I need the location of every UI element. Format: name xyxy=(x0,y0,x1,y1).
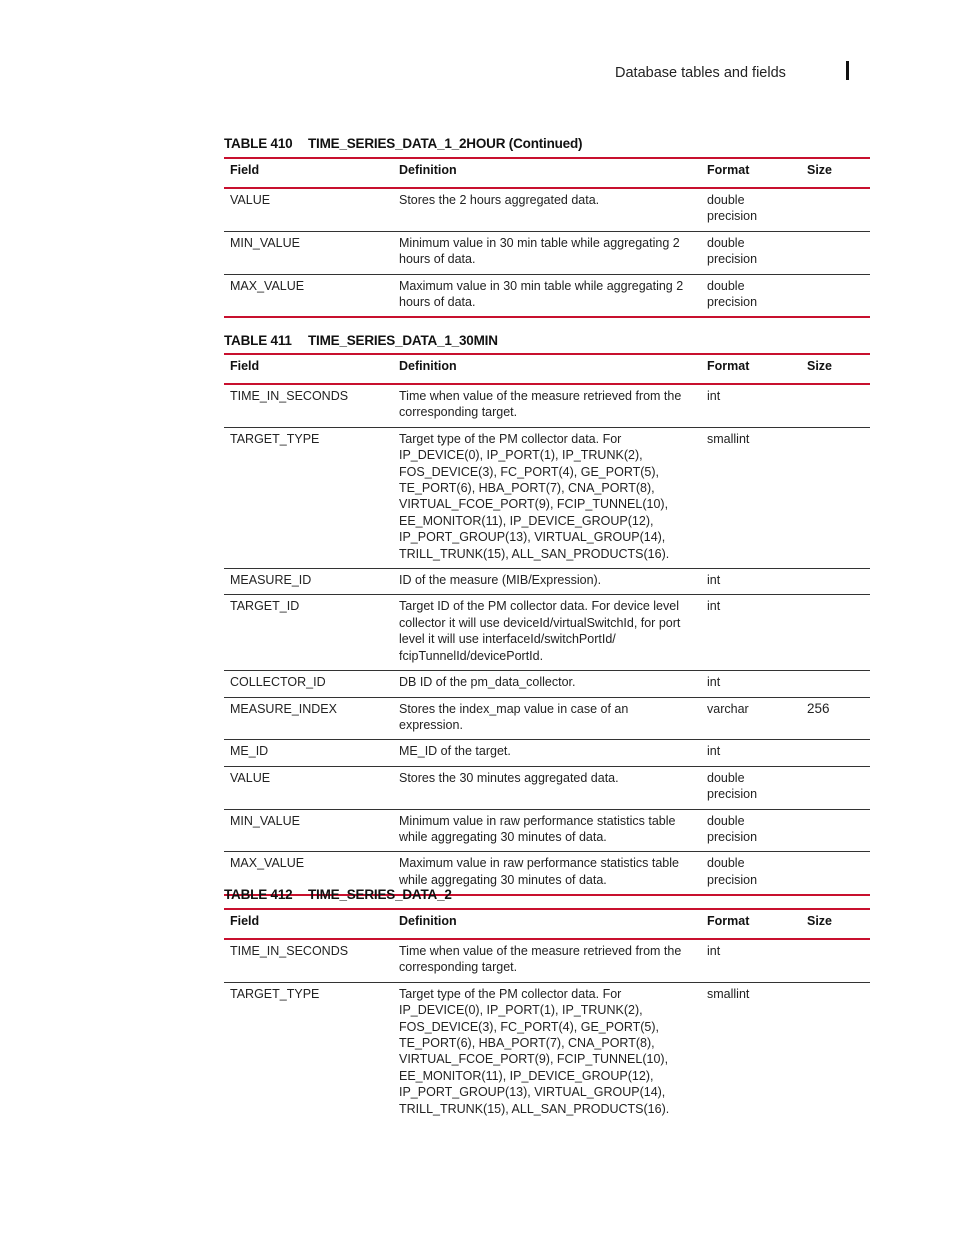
size-cell xyxy=(801,809,870,852)
size-cell xyxy=(801,274,870,317)
table-row xyxy=(224,569,870,595)
format-cell: int xyxy=(701,595,801,671)
definition-cell: ID of the measure (MIB/Expression). xyxy=(393,569,701,595)
size-cell xyxy=(801,188,870,231)
size-cell xyxy=(801,852,870,895)
table-name: TIME_SERIES_DATA_2 xyxy=(308,887,452,902)
field-cell: MEASURE_INDEX xyxy=(224,697,393,740)
column-header-field: Field xyxy=(224,354,393,384)
table-412-caption xyxy=(224,887,452,902)
field-cell: MIN_VALUE xyxy=(224,231,393,274)
size-cell xyxy=(801,384,870,427)
column-header-definition: Definition xyxy=(393,354,701,384)
size-cell xyxy=(801,231,870,274)
table-name: TIME_SERIES_DATA_1_2HOUR (Continued) xyxy=(308,136,583,151)
format-cell: double precision xyxy=(707,856,758,887)
table-row xyxy=(224,274,870,317)
column-header-format: Format xyxy=(701,909,801,939)
field-cell: MAX_VALUE xyxy=(230,278,305,293)
field-cell: TIME_IN_SECONDS xyxy=(224,384,393,427)
definition-cell: Stores the 2 hours aggregated data. xyxy=(393,188,701,231)
field-cell: VALUE xyxy=(224,188,393,231)
table-row xyxy=(224,231,870,274)
table-row xyxy=(224,740,870,766)
table-header-row xyxy=(224,158,870,188)
table-412 xyxy=(224,908,870,1123)
format-cell: smallint xyxy=(701,427,801,568)
format-cell: int xyxy=(701,740,801,766)
page-header-title: Database tables and fields xyxy=(615,65,786,81)
definition-cell: Minimum value in 30 min table while aggregating 2 hours of data. xyxy=(393,231,701,274)
format-cell: double precision xyxy=(701,231,801,274)
definition-cell: Target ID of the PM collector data. For device level collector it will use deviceId/virtualSwitchId, for port level it will use interfaceId/switchPortId/ fcipTunnelId/devicePortId. xyxy=(393,595,701,671)
table-row xyxy=(224,939,870,982)
column-header-field: Field xyxy=(224,909,393,939)
table-number: TABLE 412 xyxy=(224,887,293,902)
table-number: TABLE 411 xyxy=(224,333,292,348)
column-header-size: Size xyxy=(801,354,870,384)
table-row xyxy=(224,697,870,740)
definition-cell: Stores the 30 minutes aggregated data. xyxy=(393,766,701,809)
format-cell: double precision xyxy=(707,278,758,310)
table-411 xyxy=(224,353,870,896)
format-cell: int xyxy=(701,384,801,427)
table-410-caption xyxy=(224,136,582,151)
table-410 xyxy=(224,157,870,318)
field-cell: COLLECTOR_ID xyxy=(224,671,393,697)
definition-cell: Stores the index_map value in case of an expression. xyxy=(393,697,701,740)
format-cell: double precision xyxy=(701,188,801,231)
column-header-size: Size xyxy=(801,158,870,188)
table-header-row xyxy=(224,354,870,384)
table-row xyxy=(224,595,870,671)
column-header-definition: Definition xyxy=(393,158,701,188)
format-cell: double precision xyxy=(701,809,801,852)
definition-cell: Maximum value in raw performance statistics table while aggregating 30 minutes of data. xyxy=(399,856,679,887)
field-cell: MIN_VALUE xyxy=(224,809,393,852)
column-header-format: Format xyxy=(701,158,801,188)
table-body xyxy=(224,188,870,317)
table-row xyxy=(224,982,870,1123)
column-header-format: Format xyxy=(701,354,801,384)
table-row xyxy=(224,427,870,568)
definition-cell: Time when value of the measure retrieved from the corresponding target. xyxy=(393,939,701,982)
size-cell xyxy=(801,766,870,809)
field-cell: VALUE xyxy=(224,766,393,809)
field-cell: MEASURE_ID xyxy=(224,569,393,595)
size-cell xyxy=(801,569,870,595)
field-cell: TARGET_ID xyxy=(224,595,393,671)
size-cell xyxy=(801,740,870,766)
format-cell: int xyxy=(701,569,801,595)
definition-cell: Time when value of the measure retrieved from the corresponding target. xyxy=(393,384,701,427)
table-411-caption xyxy=(224,333,498,348)
table-row xyxy=(224,671,870,697)
field-cell: ME_ID xyxy=(224,740,393,766)
field-cell: MAX_VALUE xyxy=(230,856,305,871)
format-cell: smallint xyxy=(707,986,750,1001)
field-cell: TIME_IN_SECONDS xyxy=(224,939,393,982)
table-header-row xyxy=(224,909,870,939)
table-number: TABLE 410 xyxy=(224,136,293,151)
definition-cell: ME_ID of the target. xyxy=(393,740,701,766)
definition-cell: Maximum value in 30 min table while aggregating 2 hours of data. xyxy=(399,278,684,310)
size-cell xyxy=(801,427,870,568)
format-cell: int xyxy=(701,671,801,697)
table-body xyxy=(224,384,870,895)
table-name: TIME_SERIES_DATA_1_30MIN xyxy=(308,333,498,348)
size-cell xyxy=(801,595,870,671)
definition-cell: DB ID of the pm_data_collector. xyxy=(393,671,701,697)
column-header-field: Field xyxy=(224,158,393,188)
table-row xyxy=(224,809,870,852)
table-row xyxy=(224,766,870,809)
table-row xyxy=(224,188,870,231)
field-cell: TARGET_TYPE xyxy=(230,986,320,1001)
table-body xyxy=(224,939,870,1123)
size-cell: 256 xyxy=(801,697,870,740)
field-cell: TARGET_TYPE xyxy=(224,427,393,568)
column-header-definition: Definition xyxy=(393,909,701,939)
definition-cell: Minimum value in raw performance statistics table while aggregating 30 minutes of data. xyxy=(393,809,701,852)
definition-cell: Target type of the PM collector data. For IP_DEVICE(0), IP_PORT(1), IP_TRUNK(2), FOS_DEVICE(3), FC_PORT(4), GE_PORT(5), TE_PORT(6), HBA_PORT(7), CNA_PORT(8), VIRTUAL_FCOE_PORT(9), FCIP_TUNNEL(10), EE_MONITOR(11), IP_DEVICE_GROUP(12), IP_PORT_GROUP(13), VIRTUAL_GROUP(14), TRILL_TRUNK(15), ALL_SAN_PRODUCTS(16). xyxy=(399,986,670,1116)
definition-cell: Target type of the PM collector data. For IP_DEVICE(0), IP_PORT(1), IP_TRUNK(2), FOS_DEVICE(3), FC_PORT(4), GE_PORT(5), TE_PORT(6), HBA_PORT(7), CNA_PORT(8), VIRTUAL_FCOE_PORT(9), FCIP_TUNNEL(10), EE_MONITOR(11), IP_DEVICE_GROUP(12), IP_PORT_GROUP(13), VIRTUAL_GROUP(14), TRILL_TRUNK(15), ALL_SAN_PRODUCTS(16). xyxy=(393,427,701,568)
size-cell xyxy=(801,939,870,982)
header-marker-bar xyxy=(846,61,849,80)
format-cell: double precision xyxy=(701,766,801,809)
format-cell: varchar xyxy=(701,697,801,740)
format-cell: int xyxy=(701,939,801,982)
table-row xyxy=(224,384,870,427)
column-header-size: Size xyxy=(801,909,870,939)
size-cell xyxy=(801,671,870,697)
size-cell xyxy=(801,982,870,1123)
